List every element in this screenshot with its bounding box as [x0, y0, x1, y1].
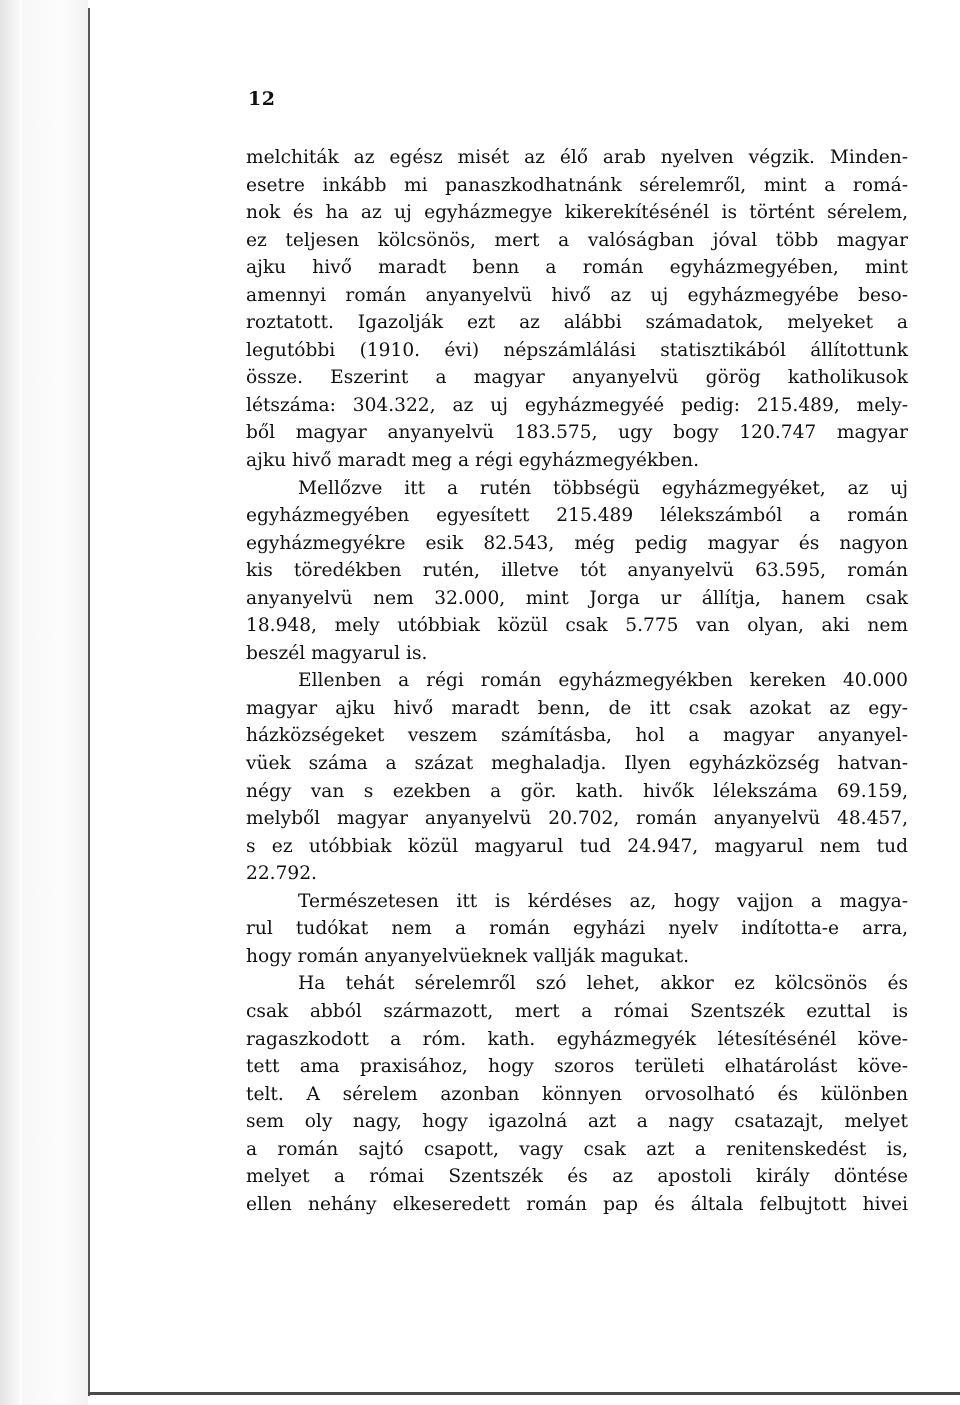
text-line: kis töredékben rutén, illetve tót anyanyelvü 63.595, román: [246, 560, 908, 582]
text-line: létszáma: 304.322, az uj egyházmegyéé pedig: 215.489, mely-: [246, 394, 908, 416]
text-line: hogy román anyanyelvüeknek vallják magukat.: [246, 945, 689, 967]
text-line: s ez utóbbiak közül magyarul tud 24.947, magyarul nem tud: [246, 835, 908, 857]
text-line: Ellenben a régi román egyházmegyékben kereken 40.000: [298, 670, 908, 692]
text-line: csak abból származott, mert a római Szentszék ezuttal is: [246, 1000, 908, 1022]
text-line: Mellőzve itt a rutén többségü egyházmegyéket, az uj: [298, 477, 908, 499]
text-line: anyanyelvü nem 32.000, mint Jorga ur állítja, hanem csak: [246, 587, 908, 609]
text-line: Ha tehát sérelemről szó lehet, akkor ez kölcsönös és: [298, 973, 908, 995]
text-line: ragaszkodott a róm. kath. egyházmegyék létesítésénél köve-: [246, 1028, 908, 1050]
text-line: rul tudókat nem a román egyházi nyelv indította-e arra,: [246, 918, 908, 940]
page-number: 12: [248, 88, 276, 110]
text-line: melyből magyar anyanyelvü 20.702, román anyanyelvü 48.457,: [246, 808, 908, 830]
body-text: [246, 144, 908, 1218]
text-line: sem oly nagy, hogy igazolná azt a nagy csatazajt, melyet: [246, 1111, 908, 1133]
text-line: telt. A sérelem azonban könnyen orvosolható és különben: [246, 1083, 908, 1105]
text-line: négy van s ezekben a gör. kath. hivők lélekszáma 69.159,: [246, 780, 908, 802]
text-line: vüek száma a százat meghaladja. Ilyen egyházközség hatvan-: [246, 753, 908, 775]
text-line: egyházmegyékre esik 82.543, még pedig magyar és nagyon: [246, 532, 908, 554]
text-line: tett ama praxisához, hogy szoros területi elhatárolást köve-: [246, 1056, 908, 1078]
text-line: magyar ajku hivő maradt benn, de itt csak azokat az egy-: [246, 697, 908, 719]
text-line: Természetesen itt is kérdéses az, hogy vajjon a magya-: [298, 890, 908, 912]
text-line: ez teljesen kölcsönös, mert a valóságban jóval több magyar: [246, 229, 908, 251]
text-line: 22.792.: [246, 863, 317, 885]
text-line: esetre inkább mi panaszkodhatnánk sérelemről, mint a romá-: [246, 174, 908, 196]
text-line: össze. Eszerint a magyar anyanyelvü görög katholikusok: [246, 367, 908, 389]
text-line: ajku hivő maradt benn a román egyházmegyében, mint: [246, 257, 908, 279]
text-line: egyházmegyében egyesített 215.489 lélekszámból a román: [246, 505, 908, 527]
text-line: ellen nehány elkeseredett román pap és általa felbujtott hivei: [246, 1193, 908, 1215]
text-line: házközségeket veszem számításba, hol a magyar anyanyel-: [246, 725, 908, 747]
text-line: nok és ha az uj egyházmegye kikerekítésénél is történt sérelem,: [246, 202, 908, 224]
text-line: legutóbbi (1910. évi) népszámlálási statisztikából állítottunk: [246, 339, 908, 361]
text-line: ből magyar anyanyelvü 183.575, ugy bogy 120.747 magyar: [246, 422, 908, 444]
text-line: 18.948, mely utóbbiak közül csak 5.775 van olyan, aki nem: [246, 615, 908, 637]
text-line: melyet a római Szentszék és az apostoli király döntése: [246, 1166, 908, 1188]
text-line: beszél magyarul is.: [246, 642, 428, 664]
text-line: melchiták az egész misét az élő arab nyelven végzik. Minden-: [246, 147, 908, 168]
text-line: amennyi román anyanyelvü hivő az uj egyházmegyébe beso-: [246, 284, 908, 306]
text-line: roztatott. Igazolják ezt az alábbi számadatok, melyeket a: [246, 312, 908, 334]
text-line: ajku hivő maradt meg a régi egyházmegyékben.: [246, 450, 699, 472]
text-line: a román sajtó csapott, vagy csak azt a renitenskedést is,: [246, 1138, 908, 1160]
